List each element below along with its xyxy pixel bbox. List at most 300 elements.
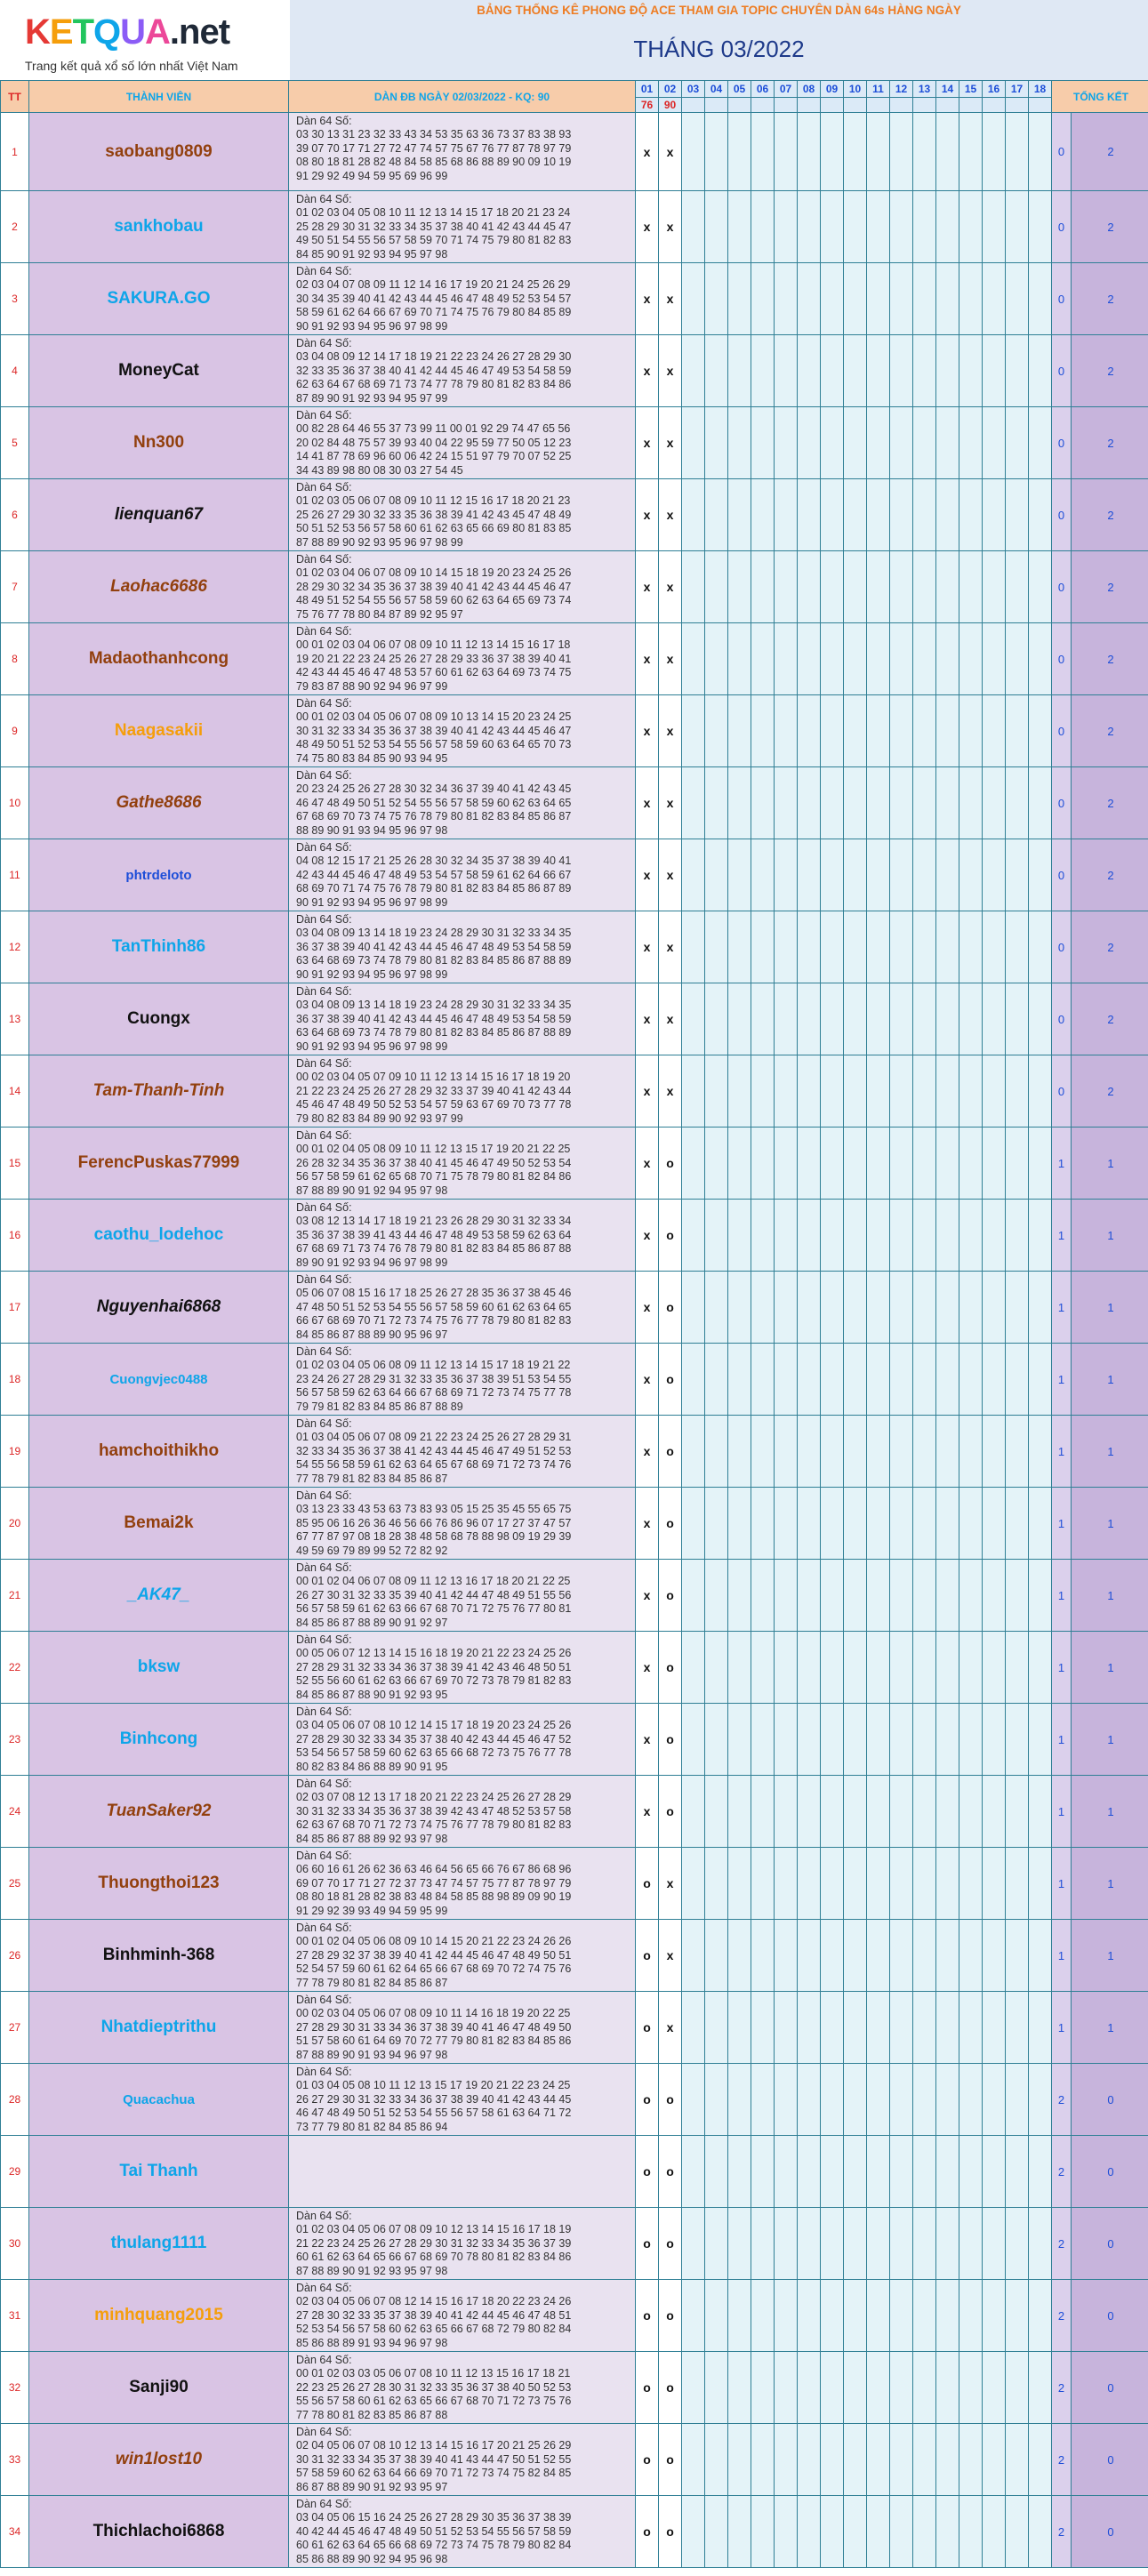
dan-text: Dàn 64 Số: 01 03 04 05 08 10 11 12 13 15 17 19 20 21 22 23 24 25 26 27 29 30 31 32 33 34 36 37 38 39 40 41 42 43 44 45 46 47 48 49 50 51 52 53 54 55 56 57 58 61 63 64 71 72 73 77 79 80 81 82 84 85 86 94 bbox=[296, 2066, 572, 2133]
day-mark bbox=[1029, 1704, 1052, 1776]
day-mark bbox=[705, 1055, 728, 1128]
day-mark bbox=[728, 335, 751, 407]
day-mark bbox=[682, 335, 705, 407]
day-mark: x bbox=[636, 113, 659, 191]
day-mark bbox=[682, 263, 705, 335]
day-mark: o bbox=[659, 2064, 682, 2136]
member-name[interactable]: Cuongvjec0488 bbox=[29, 1344, 289, 1416]
day-mark bbox=[936, 2136, 959, 2208]
day-mark bbox=[867, 767, 890, 839]
day-mark bbox=[913, 2496, 936, 2568]
day-mark bbox=[1006, 1272, 1029, 1344]
day-mark bbox=[983, 839, 1006, 911]
day-mark bbox=[913, 983, 936, 1055]
member-name[interactable]: bksw bbox=[29, 1632, 289, 1704]
day-mark bbox=[705, 2496, 728, 2568]
day-mark bbox=[1029, 191, 1052, 263]
total-count: 1 bbox=[1072, 1632, 1148, 1704]
header-day: 09 bbox=[821, 81, 844, 98]
member-name[interactable]: minhquang2015 bbox=[29, 2280, 289, 2352]
dan-text: Dàn 64 Số: 02 03 04 07 08 09 11 12 14 16 17 19 20 21 24 25 26 29 30 34 35 39 40 41 42 43 44 45 46 47 48 49 52 53 54 57 58 59 61 62 64 66 67 69 70 71 74 75 76 79 80 84 85 89 90 91 92 93 94 95 96 97 98 99 bbox=[296, 265, 572, 333]
row-number: 5 bbox=[1, 407, 29, 479]
day-mark bbox=[751, 1416, 775, 1488]
day-mark bbox=[798, 623, 821, 695]
day-mark bbox=[844, 1776, 867, 1848]
member-name[interactable]: thulang1111 bbox=[29, 2208, 289, 2280]
day-mark bbox=[1006, 2064, 1029, 2136]
day-mark bbox=[959, 695, 983, 767]
dan-numbers bbox=[289, 551, 636, 623]
day-mark bbox=[844, 1632, 867, 1704]
day-mark bbox=[682, 1704, 705, 1776]
member-name[interactable]: MoneyCat bbox=[29, 335, 289, 407]
day-mark: x bbox=[659, 695, 682, 767]
day-mark bbox=[1029, 983, 1052, 1055]
total-count: 1 bbox=[1052, 1488, 1072, 1560]
table-row bbox=[1, 1128, 1148, 1200]
day-mark bbox=[844, 911, 867, 983]
member-name[interactable]: sankhobau bbox=[29, 191, 289, 263]
day-mark bbox=[913, 695, 936, 767]
day-mark bbox=[682, 1776, 705, 1848]
day-mark bbox=[983, 1704, 1006, 1776]
row-number: 23 bbox=[1, 1704, 29, 1776]
day-mark bbox=[959, 1272, 983, 1344]
day-mark bbox=[913, 1488, 936, 1560]
day-mark bbox=[867, 1416, 890, 1488]
day-mark bbox=[844, 551, 867, 623]
member-name[interactable]: FerencPuskas77999 bbox=[29, 1128, 289, 1200]
day-mark bbox=[890, 839, 913, 911]
day-mark: x bbox=[636, 479, 659, 551]
day-mark bbox=[751, 2496, 775, 2568]
day-mark bbox=[728, 911, 751, 983]
total-count: 2 bbox=[1052, 2136, 1072, 2208]
day-mark bbox=[775, 1776, 798, 1848]
day-mark bbox=[867, 1704, 890, 1776]
day-mark bbox=[983, 191, 1006, 263]
member-name[interactable]: Nhatdieptrithu bbox=[29, 1992, 289, 2064]
header-day: 10 bbox=[844, 81, 867, 98]
day-mark bbox=[890, 1632, 913, 1704]
day-mark: o bbox=[636, 2496, 659, 2568]
header-result bbox=[798, 98, 821, 113]
total-count: 0 bbox=[1072, 2352, 1148, 2424]
member-name[interactable]: Bemai2k bbox=[29, 1488, 289, 1560]
member-name[interactable]: phtrdeloto bbox=[29, 839, 289, 911]
dan-numbers bbox=[289, 2424, 636, 2496]
day-mark bbox=[682, 2280, 705, 2352]
day-mark bbox=[705, 1128, 728, 1200]
day-mark bbox=[890, 2496, 913, 2568]
day-mark bbox=[867, 1055, 890, 1128]
dan-text: Dàn 64 Số: 03 30 13 31 23 32 33 43 34 53 35 63 36 73 37 83 38 93 39 07 70 17 71 27 72 47 74 57 75 67 76 77 87 78 97 79 08 80 18 81 28 82 48 84 58 85 68 86 88 89 90 09 10 19 91 29 92 49 94 59 95 69 96 99 bbox=[296, 115, 572, 182]
day-mark bbox=[1029, 767, 1052, 839]
day-mark bbox=[798, 263, 821, 335]
row-number: 14 bbox=[1, 1055, 29, 1128]
dan-numbers bbox=[289, 1704, 636, 1776]
day-mark bbox=[913, 2208, 936, 2280]
day-mark bbox=[890, 2424, 913, 2496]
member-name[interactable]: Binhminh-368 bbox=[29, 1920, 289, 1992]
day-mark bbox=[844, 1272, 867, 1344]
day-mark bbox=[728, 1848, 751, 1920]
day-mark bbox=[936, 2496, 959, 2568]
day-mark bbox=[867, 2352, 890, 2424]
day-mark: o bbox=[636, 1992, 659, 2064]
day-mark bbox=[936, 623, 959, 695]
member-name[interactable]: Sanji90 bbox=[29, 2352, 289, 2424]
day-mark bbox=[1006, 1055, 1029, 1128]
member-name[interactable]: Binhcong bbox=[29, 1704, 289, 1776]
day-mark bbox=[705, 479, 728, 551]
day-mark bbox=[1006, 1416, 1029, 1488]
day-mark bbox=[775, 1992, 798, 2064]
day-mark: o bbox=[636, 2064, 659, 2136]
dan-numbers bbox=[289, 263, 636, 335]
day-mark bbox=[844, 1200, 867, 1272]
day-mark bbox=[867, 335, 890, 407]
day-mark bbox=[775, 1416, 798, 1488]
total-count: 0 bbox=[1052, 983, 1072, 1055]
day-mark bbox=[705, 2136, 728, 2208]
member-name[interactable]: hamchoithikho bbox=[29, 1416, 289, 1488]
day-mark: x bbox=[636, 1200, 659, 1272]
day-mark bbox=[959, 1128, 983, 1200]
day-mark bbox=[798, 1128, 821, 1200]
day-mark bbox=[798, 1200, 821, 1272]
day-mark bbox=[936, 983, 959, 1055]
total-count: 1 bbox=[1052, 1272, 1072, 1344]
row-number: 30 bbox=[1, 2208, 29, 2280]
dan-text: Dàn 64 Số: 01 02 03 04 06 07 08 09 10 14 15 18 19 20 23 24 25 26 28 29 30 32 34 35 36 37 38 39 40 41 42 43 44 45 46 47 48 49 51 52 54 55 56 57 58 59 60 62 63 64 65 69 73 74 75 76 77 78 80 84 87 89 92 95 97 bbox=[296, 553, 572, 621]
day-mark bbox=[705, 191, 728, 263]
day-mark bbox=[936, 839, 959, 911]
row-number: 34 bbox=[1, 2496, 29, 2568]
day-mark bbox=[936, 911, 959, 983]
day-mark bbox=[728, 1992, 751, 2064]
member-name[interactable]: TanThinh86 bbox=[29, 911, 289, 983]
dan-numbers bbox=[289, 623, 636, 695]
day-mark bbox=[913, 839, 936, 911]
day-mark bbox=[936, 1272, 959, 1344]
day-mark bbox=[682, 1128, 705, 1200]
total-count: 0 bbox=[1072, 2424, 1148, 2496]
member-name[interactable]: Nn300 bbox=[29, 407, 289, 479]
day-mark bbox=[821, 1272, 844, 1344]
month-title: THÁNG 03/2022 bbox=[633, 36, 805, 62]
day-mark bbox=[775, 335, 798, 407]
row-number: 4 bbox=[1, 335, 29, 407]
day-mark bbox=[751, 335, 775, 407]
row-number: 20 bbox=[1, 1488, 29, 1560]
total-count: 2 bbox=[1052, 2208, 1072, 2280]
day-mark bbox=[705, 1488, 728, 1560]
dan-text: Dàn 64 Số: 03 13 23 33 43 53 63 73 83 93 05 15 25 35 45 55 65 75 85 95 06 16 26 36 46 56 66 76 86 96 07 17 27 37 47 57 67 77 87 97 08 18 28 38 48 58 68 78 88 98 09 19 29 39 49 59 69 79 89 99 52 72 82 92 bbox=[296, 1489, 572, 1557]
total-count: 1 bbox=[1072, 1416, 1148, 1488]
day-mark bbox=[705, 695, 728, 767]
day-mark bbox=[890, 1704, 913, 1776]
day-mark bbox=[844, 2280, 867, 2352]
day-mark bbox=[775, 1488, 798, 1560]
header-result bbox=[728, 98, 751, 113]
header-result: 90 bbox=[659, 98, 682, 113]
day-mark bbox=[798, 2064, 821, 2136]
dan-numbers bbox=[289, 1200, 636, 1272]
table-row bbox=[1, 983, 1148, 1055]
member-name[interactable]: Thuongthoi123 bbox=[29, 1848, 289, 1920]
day-mark bbox=[983, 1488, 1006, 1560]
day-mark bbox=[751, 1200, 775, 1272]
day-mark bbox=[983, 2208, 1006, 2280]
day-mark bbox=[844, 839, 867, 911]
logo-letter: A bbox=[145, 12, 170, 52]
member-name[interactable]: lienquan67 bbox=[29, 479, 289, 551]
day-mark bbox=[983, 2352, 1006, 2424]
day-mark: o bbox=[659, 1776, 682, 1848]
day-mark bbox=[682, 983, 705, 1055]
day-mark bbox=[751, 2064, 775, 2136]
day-mark bbox=[751, 2208, 775, 2280]
day-mark bbox=[983, 1128, 1006, 1200]
day-mark bbox=[1029, 1344, 1052, 1416]
day-mark: x bbox=[659, 983, 682, 1055]
day-mark bbox=[913, 1416, 936, 1488]
day-mark bbox=[844, 1128, 867, 1200]
day-mark: x bbox=[636, 695, 659, 767]
dan-text: Dàn 64 Số: 01 02 03 04 05 06 08 09 11 12 13 14 15 17 18 19 21 22 23 24 26 27 28 29 31 32 33 35 36 37 38 39 51 53 54 55 56 57 58 59 62 63 64 66 67 68 69 71 72 73 74 75 77 78 79 79 81 82 83 84 85 86 87 88 89 bbox=[296, 1345, 572, 1413]
header-day: 01 bbox=[636, 81, 659, 98]
table-row bbox=[1, 1055, 1148, 1128]
day-mark bbox=[1006, 1488, 1029, 1560]
day-mark bbox=[705, 335, 728, 407]
day-mark bbox=[959, 1344, 983, 1416]
row-number: 19 bbox=[1, 1416, 29, 1488]
day-mark: x bbox=[659, 911, 682, 983]
row-number: 2 bbox=[1, 191, 29, 263]
day-mark bbox=[798, 1848, 821, 1920]
member-name[interactable]: SAKURA.GO bbox=[29, 263, 289, 335]
table-row bbox=[1, 1992, 1148, 2064]
day-mark bbox=[983, 1776, 1006, 1848]
day-mark bbox=[936, 2064, 959, 2136]
member-name[interactable]: Naagasakii bbox=[29, 695, 289, 767]
day-mark bbox=[890, 551, 913, 623]
day-mark bbox=[867, 1344, 890, 1416]
day-mark bbox=[751, 1632, 775, 1704]
day-mark bbox=[751, 1055, 775, 1128]
row-number: 3 bbox=[1, 263, 29, 335]
day-mark: o bbox=[659, 1272, 682, 1344]
dan-text: Dàn 64 Số: 00 02 03 04 05 07 09 10 11 12 13 14 15 16 17 18 19 20 21 22 23 24 25 26 27 28 29 32 33 37 39 40 41 42 43 44 45 46 47 48 49 50 52 53 54 57 59 63 67 69 70 73 77 78 79 80 82 83 84 89 90 92 93 97 99 bbox=[296, 1057, 572, 1125]
day-mark bbox=[682, 1632, 705, 1704]
dan-text: Dàn 64 Số: 06 60 16 61 26 62 36 63 46 64 56 65 66 76 67 86 68 96 69 07 70 17 71 27 72 37 73 47 74 57 75 77 87 78 97 79 08 80 18 81 28 82 38 83 48 84 58 85 88 98 89 09 90 19 91 29 92 39 93 49 94 59 95 99 bbox=[296, 1850, 572, 1917]
member-name[interactable]: win1lost10 bbox=[29, 2424, 289, 2496]
header-dan: DÀN ĐB NGÀY 02/03/2022 - KQ: 90 bbox=[289, 81, 636, 113]
day-mark bbox=[705, 1344, 728, 1416]
member-name[interactable]: saobang0809 bbox=[29, 113, 289, 191]
total-count: 0 bbox=[1052, 767, 1072, 839]
day-mark bbox=[728, 191, 751, 263]
day-mark bbox=[1006, 1560, 1029, 1632]
day-mark bbox=[751, 1992, 775, 2064]
day-mark: x bbox=[636, 1272, 659, 1344]
day-mark bbox=[1006, 335, 1029, 407]
member-name[interactable]: Laohac6686 bbox=[29, 551, 289, 623]
dan-text: Dàn 64 Số: 00 01 02 03 03 05 06 07 08 10 11 12 13 15 16 17 18 21 22 23 25 26 27 28 30 31 32 33 35 36 37 38 40 50 52 53 55 56 57 58 60 61 62 63 65 66 67 68 70 71 72 73 75 76 77 78 80 81 82 83 85 86 87 88 bbox=[296, 2354, 572, 2421]
day-mark: x bbox=[659, 335, 682, 407]
row-number: 17 bbox=[1, 1272, 29, 1344]
day-mark bbox=[682, 407, 705, 479]
day-mark bbox=[775, 767, 798, 839]
day-mark bbox=[936, 1992, 959, 2064]
day-mark bbox=[775, 2424, 798, 2496]
ketqua-logo[interactable] bbox=[0, 0, 292, 80]
day-mark bbox=[798, 1920, 821, 1992]
day-mark bbox=[1006, 2424, 1029, 2496]
day-mark bbox=[959, 1488, 983, 1560]
day-mark bbox=[682, 2064, 705, 2136]
day-mark: x bbox=[636, 1632, 659, 1704]
day-mark bbox=[751, 2352, 775, 2424]
day-mark: o bbox=[659, 2136, 682, 2208]
stats-table bbox=[0, 80, 1148, 2568]
dan-numbers bbox=[289, 1920, 636, 1992]
day-mark bbox=[959, 1416, 983, 1488]
total-count: 0 bbox=[1052, 623, 1072, 695]
day-mark bbox=[798, 911, 821, 983]
day-mark bbox=[821, 623, 844, 695]
day-mark bbox=[775, 113, 798, 191]
day-mark: o bbox=[659, 1704, 682, 1776]
day-mark bbox=[728, 1776, 751, 1848]
total-count: 1 bbox=[1052, 1704, 1072, 1776]
dan-text: Dàn 64 Số: 00 82 28 64 46 55 37 73 99 11 00 01 92 29 74 47 65 56 20 02 84 48 75 57 39 93 40 04 22 95 59 77 50 05 12 23 14 41 87 78 69 96 60 06 42 24 15 51 97 79 70 07 52 25 34 43 89 98 80 08 30 03 27 54 45 bbox=[296, 409, 572, 477]
member-name[interactable]: Gathe8686 bbox=[29, 767, 289, 839]
day-mark bbox=[867, 2496, 890, 2568]
day-mark bbox=[867, 113, 890, 191]
dan-text: Dàn 64 Số: 02 03 07 08 12 13 17 18 20 21 22 23 24 25 26 27 28 29 30 31 32 33 34 35 36 37 38 39 42 43 47 48 52 53 57 58 62 63 67 68 70 71 72 73 74 75 76 77 78 79 80 81 82 83 84 85 86 87 88 89 92 93 97 98 bbox=[296, 1778, 572, 1845]
day-mark bbox=[728, 1128, 751, 1200]
day-mark bbox=[1006, 767, 1029, 839]
member-name[interactable]: _AK47_ bbox=[29, 1560, 289, 1632]
total-count: 0 bbox=[1072, 2280, 1148, 2352]
day-mark bbox=[936, 2352, 959, 2424]
day-mark bbox=[913, 1920, 936, 1992]
day-mark bbox=[682, 911, 705, 983]
header-day: 18 bbox=[1029, 81, 1052, 98]
day-mark bbox=[705, 551, 728, 623]
day-mark bbox=[1029, 1488, 1052, 1560]
day-mark: x bbox=[659, 479, 682, 551]
table-row bbox=[1, 2136, 1148, 2208]
table-row bbox=[1, 2496, 1148, 2568]
total-count: 0 bbox=[1052, 263, 1072, 335]
day-mark bbox=[959, 2280, 983, 2352]
day-mark bbox=[682, 113, 705, 191]
day-mark: x bbox=[636, 1344, 659, 1416]
day-mark bbox=[775, 1560, 798, 1632]
member-name[interactable]: Tam-Thanh-Tinh bbox=[29, 1055, 289, 1128]
total-count: 0 bbox=[1052, 335, 1072, 407]
day-mark bbox=[1029, 2424, 1052, 2496]
row-number: 32 bbox=[1, 2352, 29, 2424]
day-mark bbox=[983, 1632, 1006, 1704]
day-mark bbox=[867, 1848, 890, 1920]
day-mark bbox=[890, 2280, 913, 2352]
dan-numbers bbox=[289, 191, 636, 263]
day-mark bbox=[798, 1560, 821, 1632]
day-mark bbox=[821, 2352, 844, 2424]
row-number: 8 bbox=[1, 623, 29, 695]
day-mark bbox=[751, 2136, 775, 2208]
day-mark bbox=[913, 2424, 936, 2496]
day-mark bbox=[775, 1848, 798, 1920]
day-mark bbox=[844, 695, 867, 767]
day-mark bbox=[1029, 2280, 1052, 2352]
member-name[interactable]: Cuongx bbox=[29, 983, 289, 1055]
day-mark bbox=[983, 623, 1006, 695]
day-mark bbox=[821, 2280, 844, 2352]
day-mark bbox=[913, 2136, 936, 2208]
day-mark bbox=[798, 839, 821, 911]
member-name[interactable]: TuanSaker92 bbox=[29, 1776, 289, 1848]
day-mark bbox=[821, 1632, 844, 1704]
day-mark bbox=[983, 1200, 1006, 1272]
day-mark bbox=[821, 407, 844, 479]
day-mark: x bbox=[636, 1776, 659, 1848]
member-name[interactable]: caothu_lodehoc bbox=[29, 1200, 289, 1272]
header-result bbox=[1006, 98, 1029, 113]
dan-numbers bbox=[289, 2064, 636, 2136]
day-mark: x bbox=[636, 839, 659, 911]
table-row bbox=[1, 695, 1148, 767]
row-number: 16 bbox=[1, 1200, 29, 1272]
member-name[interactable]: Madaothanhcong bbox=[29, 623, 289, 695]
day-mark bbox=[682, 1488, 705, 1560]
day-mark bbox=[936, 191, 959, 263]
day-mark bbox=[821, 1776, 844, 1848]
day-mark: x bbox=[659, 1992, 682, 2064]
header-total: TỔNG KẾT bbox=[1052, 81, 1148, 113]
day-mark bbox=[1029, 1560, 1052, 1632]
day-mark: x bbox=[659, 1055, 682, 1128]
day-mark bbox=[821, 1704, 844, 1776]
member-name[interactable]: Nguyenhai6868 bbox=[29, 1272, 289, 1344]
member-name[interactable]: Thichlachoi6868 bbox=[29, 2496, 289, 2568]
day-mark bbox=[936, 1416, 959, 1488]
day-mark: o bbox=[659, 2496, 682, 2568]
day-mark: o bbox=[659, 1344, 682, 1416]
sheet-subtitle: BẢNG THỐNG KÊ PHONG ĐỘ ACE THAM GIA TOPIC CHUYÊN DÀN 64s HÀNG NGÀY bbox=[477, 4, 961, 17]
day-mark bbox=[959, 1992, 983, 2064]
row-number: 6 bbox=[1, 479, 29, 551]
dan-text: Dàn 64 Số: 03 04 05 06 07 08 10 12 14 15 17 18 19 20 23 24 25 26 27 28 29 30 32 33 34 35 37 38 40 42 43 44 45 46 47 52 53 54 56 57 58 59 60 62 63 65 66 68 72 73 75 76 77 78 80 82 83 84 86 88 89 90 91 95 bbox=[296, 1705, 572, 1773]
total-count: 2 bbox=[1052, 2424, 1072, 2496]
total-count: 0 bbox=[1052, 479, 1072, 551]
day-mark bbox=[1029, 1128, 1052, 1200]
total-count: 1 bbox=[1072, 1488, 1148, 1560]
member-name[interactable]: Quacachua bbox=[29, 2064, 289, 2136]
day-mark bbox=[867, 1632, 890, 1704]
day-mark bbox=[890, 2064, 913, 2136]
day-mark bbox=[959, 839, 983, 911]
day-mark bbox=[1029, 1632, 1052, 1704]
member-name[interactable]: Tai Thanh bbox=[29, 2136, 289, 2208]
day-mark bbox=[821, 335, 844, 407]
table-row bbox=[1, 335, 1148, 407]
day-mark bbox=[890, 1848, 913, 1920]
